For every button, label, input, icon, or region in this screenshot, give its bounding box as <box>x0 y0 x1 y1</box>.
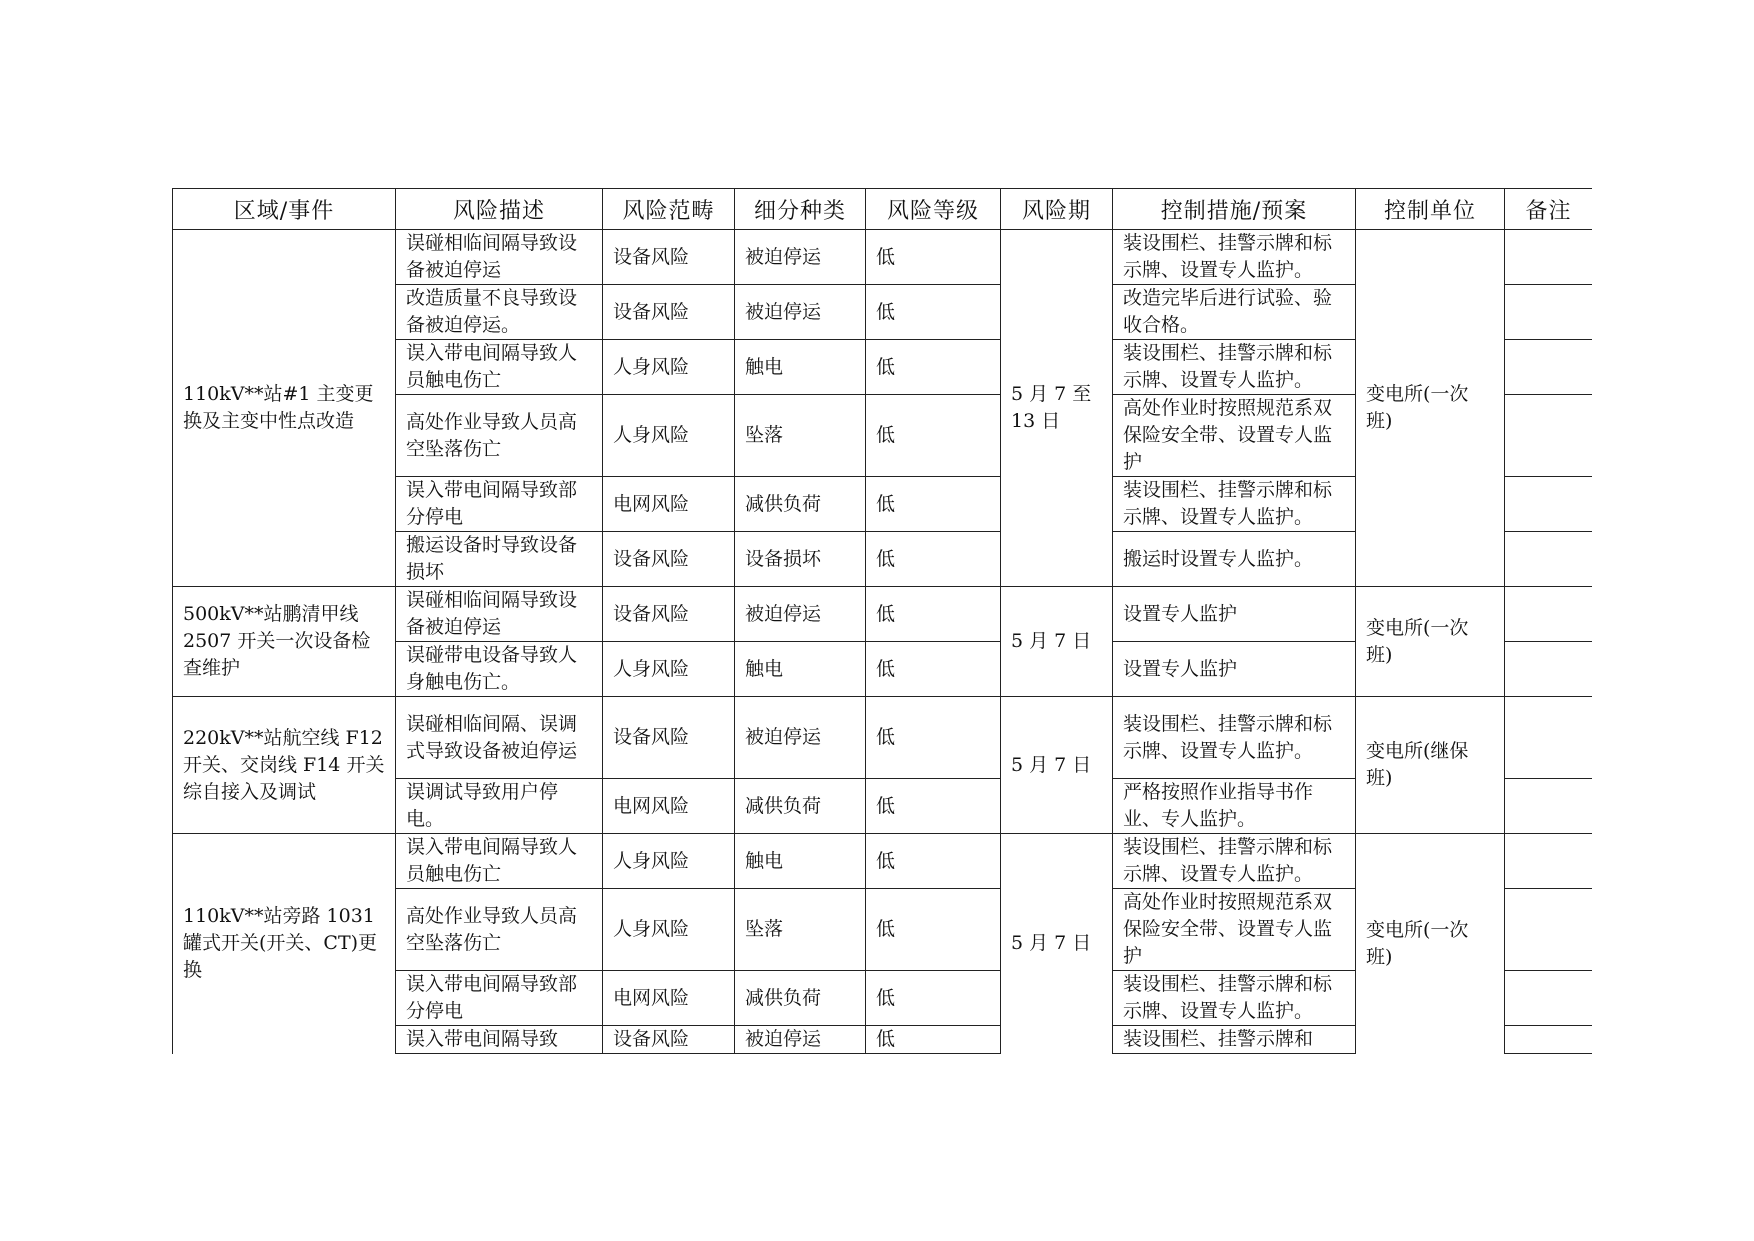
header-risk-category: 风险范畴 <box>603 189 735 230</box>
table-row <box>173 587 1593 642</box>
control-measure-cell: 装设围栏、挂警示牌和标示牌、设置专人监护。 <box>1113 697 1356 779</box>
header-control-unit: 控制单位 <box>1356 189 1505 230</box>
risk-description-cell: 高处作业导致人员高空坠落伤亡 <box>396 889 603 971</box>
risk-level-cell: 低 <box>866 230 1001 285</box>
header-risk-period: 风险期 <box>1001 189 1113 230</box>
header-risk-level: 风险等级 <box>866 189 1001 230</box>
note-cell <box>1505 889 1593 971</box>
risk-level-cell: 低 <box>866 779 1001 834</box>
table-container <box>172 188 1592 1058</box>
risk-description-cell: 搬运设备时导致设备损坏 <box>396 532 603 587</box>
risk-period-cell: 5 月 7 日 <box>1001 834 1113 1054</box>
subtype-cell: 触电 <box>735 834 866 889</box>
subtype-cell: 被迫停运 <box>735 1026 866 1054</box>
region-cell: 110kV**站#1 主变更换及主变中性点改造 <box>173 230 396 587</box>
subtype-cell: 触电 <box>735 642 866 697</box>
control-measure-cell: 装设围栏、挂警示牌和标示牌、设置专人监护。 <box>1113 477 1356 532</box>
risk-description-cell: 误入带电间隔导致 <box>396 1026 603 1054</box>
subtype-cell: 被迫停运 <box>735 285 866 340</box>
note-cell <box>1505 230 1593 285</box>
control-measure-cell: 装设围栏、挂警示牌和标示牌、设置专人监护。 <box>1113 340 1356 395</box>
control-measure-cell: 装设围栏、挂警示牌和标示牌、设置专人监护。 <box>1113 834 1356 889</box>
subtype-cell: 被迫停运 <box>735 697 866 779</box>
risk-description-cell: 误碰相临间隔、误调式导致设备被迫停运 <box>396 697 603 779</box>
risk-level-cell: 低 <box>866 889 1001 971</box>
risk-category-cell: 设备风险 <box>603 285 735 340</box>
risk-description-cell: 高处作业导致人员高空坠落伤亡 <box>396 395 603 477</box>
risk-description-cell: 误入带电间隔导致人员触电伤亡 <box>396 340 603 395</box>
subtype-cell: 被迫停运 <box>735 587 866 642</box>
risk-period-cell: 5 月 7 至 13 日 <box>1001 230 1113 587</box>
risk-category-cell: 人身风险 <box>603 395 735 477</box>
note-cell <box>1505 340 1593 395</box>
subtype-cell: 坠落 <box>735 395 866 477</box>
note-cell <box>1505 779 1593 834</box>
subtype-cell: 减供负荷 <box>735 779 866 834</box>
control-unit-cell: 变电所(一次班) <box>1356 834 1505 1054</box>
region-cell: 220kV**站航空线 F12 开关、交岗线 F14 开关综自接入及调试 <box>173 697 396 834</box>
note-cell <box>1505 532 1593 587</box>
control-measure-cell: 设置专人监护 <box>1113 587 1356 642</box>
risk-category-cell: 设备风险 <box>603 230 735 285</box>
risk-level-cell: 低 <box>866 1026 1001 1054</box>
header-region: 区域/事件 <box>173 189 396 230</box>
risk-category-cell: 设备风险 <box>603 532 735 587</box>
table-row <box>173 230 1593 285</box>
control-measure-cell: 改造完毕后进行试验、验收合格。 <box>1113 285 1356 340</box>
note-cell <box>1505 1026 1593 1054</box>
risk-category-cell: 人身风险 <box>603 834 735 889</box>
region-cell: 500kV**站鹏清甲线 2507 开关一次设备检查维护 <box>173 587 396 697</box>
risk-description-cell: 改造质量不良导致设备被迫停运。 <box>396 285 603 340</box>
control-measure-cell: 设置专人监护 <box>1113 642 1356 697</box>
note-cell <box>1505 587 1593 642</box>
subtype-cell: 减供负荷 <box>735 477 866 532</box>
header-control-measure: 控制措施/预案 <box>1113 189 1356 230</box>
note-cell <box>1505 971 1593 1026</box>
control-measure-cell: 高处作业时按照规范系双保险安全带、设置专人监护 <box>1113 395 1356 477</box>
control-unit-cell: 变电所(一次班) <box>1356 587 1505 697</box>
subtype-cell: 触电 <box>735 340 866 395</box>
risk-category-cell: 电网风险 <box>603 779 735 834</box>
risk-table <box>172 188 1592 1054</box>
risk-level-cell: 低 <box>866 642 1001 697</box>
risk-description-cell: 误碰带电设备导致人身触电伤亡。 <box>396 642 603 697</box>
risk-category-cell: 人身风险 <box>603 340 735 395</box>
subtype-cell: 被迫停运 <box>735 230 866 285</box>
subtype-cell: 坠落 <box>735 889 866 971</box>
risk-level-cell: 低 <box>866 532 1001 587</box>
table-header-row <box>173 189 1593 230</box>
risk-level-cell: 低 <box>866 395 1001 477</box>
risk-category-cell: 设备风险 <box>603 1026 735 1054</box>
header-note: 备注 <box>1505 189 1593 230</box>
note-cell <box>1505 697 1593 779</box>
control-measure-cell: 高处作业时按照规范系双保险安全带、设置专人监护 <box>1113 889 1356 971</box>
risk-description-cell: 误入带电间隔导致部分停电 <box>396 477 603 532</box>
table-row <box>173 697 1593 779</box>
risk-period-cell: 5 月 7 日 <box>1001 587 1113 697</box>
control-measure-cell: 搬运时设置专人监护。 <box>1113 532 1356 587</box>
control-measure-cell: 装设围栏、挂警示牌和 <box>1113 1026 1356 1054</box>
risk-category-cell: 人身风险 <box>603 889 735 971</box>
risk-level-cell: 低 <box>866 477 1001 532</box>
subtype-cell: 减供负荷 <box>735 971 866 1026</box>
risk-level-cell: 低 <box>866 697 1001 779</box>
risk-category-cell: 电网风险 <box>603 477 735 532</box>
risk-category-cell: 人身风险 <box>603 642 735 697</box>
risk-description-cell: 误入带电间隔导致人员触电伤亡 <box>396 834 603 889</box>
note-cell <box>1505 285 1593 340</box>
control-measure-cell: 装设围栏、挂警示牌和标示牌、设置专人监护。 <box>1113 230 1356 285</box>
risk-description-cell: 误调试导致用户停电。 <box>396 779 603 834</box>
risk-period-cell: 5 月 7 日 <box>1001 697 1113 834</box>
subtype-cell: 设备损坏 <box>735 532 866 587</box>
header-subtype: 细分种类 <box>735 189 866 230</box>
control-unit-cell: 变电所(继保班) <box>1356 697 1505 834</box>
note-cell <box>1505 642 1593 697</box>
risk-level-cell: 低 <box>866 587 1001 642</box>
risk-level-cell: 低 <box>866 971 1001 1026</box>
risk-level-cell: 低 <box>866 834 1001 889</box>
note-cell <box>1505 395 1593 477</box>
control-measure-cell: 装设围栏、挂警示牌和标示牌、设置专人监护。 <box>1113 971 1356 1026</box>
risk-category-cell: 电网风险 <box>603 971 735 1026</box>
risk-category-cell: 设备风险 <box>603 587 735 642</box>
risk-description-cell: 误碰相临间隔导致设备被迫停运 <box>396 587 603 642</box>
risk-level-cell: 低 <box>866 285 1001 340</box>
control-unit-cell: 变电所(一次班) <box>1356 230 1505 587</box>
region-cell: 110kV**站旁路 1031 罐式开关(开关、CT)更换 <box>173 834 396 1054</box>
header-risk-description: 风险描述 <box>396 189 603 230</box>
control-measure-cell: 严格按照作业指导书作业、专人监护。 <box>1113 779 1356 834</box>
risk-category-cell: 设备风险 <box>603 697 735 779</box>
note-cell <box>1505 834 1593 889</box>
risk-level-cell: 低 <box>866 340 1001 395</box>
note-cell <box>1505 477 1593 532</box>
risk-description-cell: 误入带电间隔导致部分停电 <box>396 971 603 1026</box>
table-row <box>173 834 1593 889</box>
risk-description-cell: 误碰相临间隔导致设备被迫停运 <box>396 230 603 285</box>
